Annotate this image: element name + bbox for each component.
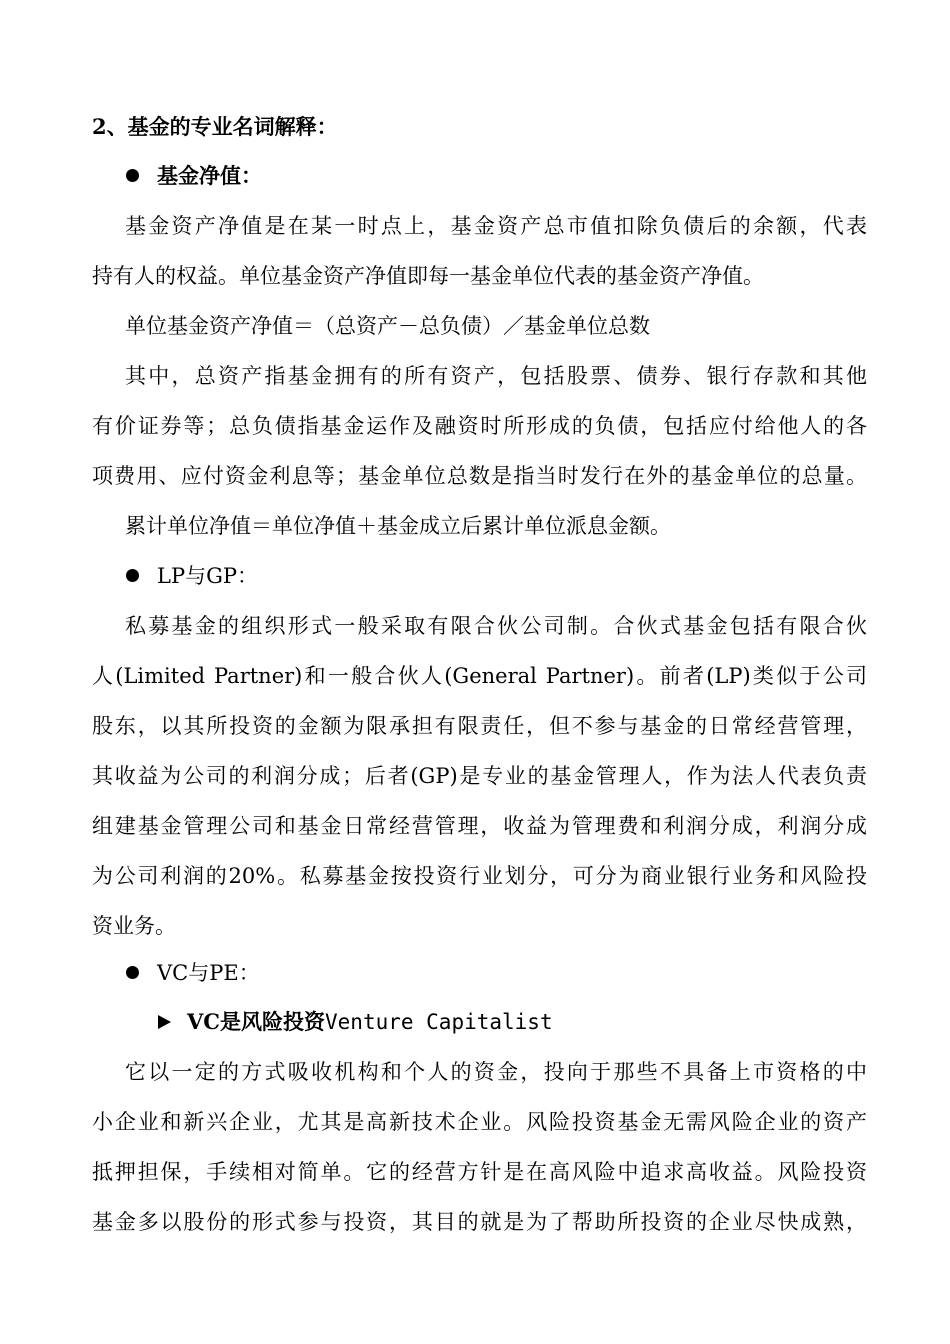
section-heading: 2、基金的专业名词解释： [92,114,338,139]
lp-gp-line2: 人(Limited Partner)和一般合伙人(General Partner)。前者(LP)类似于公司 [92,664,867,688]
bullet-vc-pe-label: VC与PE： [157,961,260,985]
vc-line2: 小企业和新兴企业，尤其是高新技术企业。风险投资基金无需风险企业的资产 [92,1110,867,1134]
bullet-nav-label: 基金净值： [157,163,262,188]
bullet-lp-gp-label: LP与GP： [157,564,258,588]
lp-gp-line1: 私募基金的组织形式一般采取有限合伙公司制。合伙式基金包括有限合伙 [125,614,867,638]
vc-subheading-english: Venture Capitalist [325,1010,553,1034]
nav-para2-line2: 有价证券等；总负债指基金运作及融资时所形成的负债，包括应付给他人的各 [92,414,867,438]
bullet-dot-icon [126,169,139,182]
vc-line1: 它以一定的方式吸收机构和个人的资金，投向于那些不具备上市资格的中 [125,1060,867,1084]
bullet-dot-icon [126,966,139,979]
lp-gp-line5: 组建基金管理公司和基金日常经营管理，收益为管理费和利润分成，利润分成 [92,814,867,838]
bullet-lp-gp [120,561,258,591]
nav-para2-line1: 其中，总资产指基金拥有的所有资产，包括股票、债券、银行存款和其他 [125,364,867,388]
nav-para1-line2: 持有人的权益。单位基金资产净值即每一基金单位代表的基金资产净值。 [92,264,764,288]
bullet-dot-icon [126,569,139,582]
arrow-bullet-icon [158,1015,171,1029]
nav-para1-line1: 基金资产净值是在某一时点上，基金资产总市值扣除负债后的余额，代表 [125,214,867,238]
vc-line4: 基金多以股份的形式参与投资，其目的就是为了帮助所投资的企业尽快成熟， [92,1210,867,1234]
nav-para2-line3: 项费用、应付资金利息等；基金单位总数是指当时发行在外的基金单位的总量。 [92,464,867,488]
bullet-vc-pe [120,958,260,988]
bullet-nav [120,161,262,191]
nav-formula: 单位基金资产净值＝（总资产－总负债）／基金单位总数 [125,314,650,338]
vc-subheading-prefix: VC是风险投资 [187,1009,326,1034]
cumulative-nav-formula: 累计单位净值＝单位净值＋基金成立后累计单位派息金额。 [125,514,671,538]
lp-gp-line7: 资业务。 [92,914,176,938]
lp-gp-line4: 其收益为公司的利润分成；后者(GP)是专业的基金管理人，作为法人代表负责 [92,764,867,788]
lp-gp-line6: 为公司利润的20%。私募基金按投资行业划分，可分为商业银行业务和风险投 [92,864,867,888]
lp-gp-line3: 股东，以其所投资的金额为限承担有限责任，但不参与基金的日常经营管理， [92,714,867,738]
vc-line3: 抵押担保，手续相对简单。它的经营方针是在高风险中追求高收益。风险投资 [92,1160,867,1184]
vc-subheading [158,1007,553,1037]
